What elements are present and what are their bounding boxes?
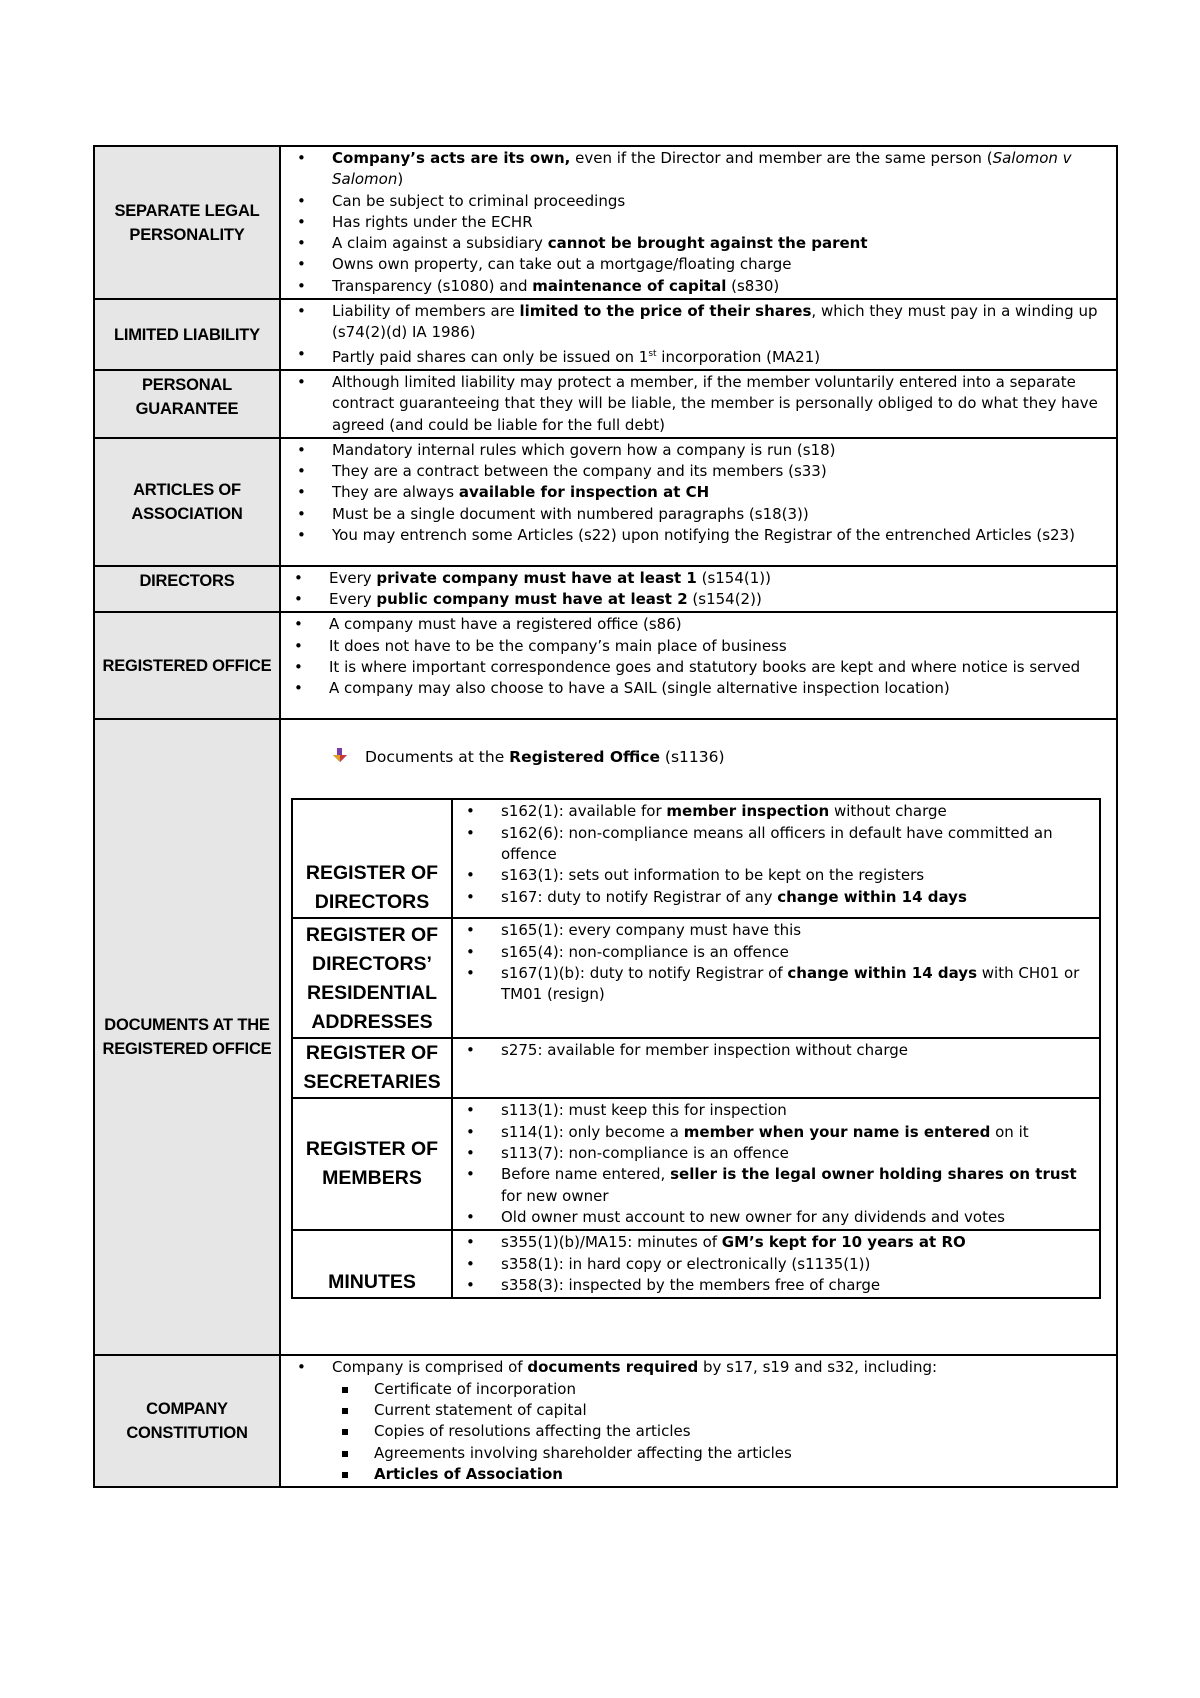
bullet-list (465, 801, 1093, 907)
list-item: • s167(1)(b): duty to notify Registrar of change within 14 days with CH01 or TM01 (resign) (501, 963, 1093, 1006)
list-item: • Must be a single document with numbered paragraphs (s18(3)) (332, 504, 1108, 525)
register-label: REGISTER OF DIRECTORS (292, 799, 452, 918)
list-item: • Mandatory internal rules which govern how a company is run (s18) (332, 440, 1108, 461)
row-label: DOCUMENTS AT THE REGISTERED OFFICE (94, 719, 280, 1355)
register-label: REGISTER OF MEMBERS (292, 1098, 452, 1230)
row-company-constitution (94, 1355, 1117, 1487)
list-item: • s358(1): in hard copy or electronically (s1135(1)) (501, 1254, 1093, 1275)
list-item: • Company is comprised of documents required by s17, s19 and s32, including: (332, 1357, 1108, 1378)
list-item: • s275: available for member inspection without charge (501, 1040, 1093, 1061)
sub-list (295, 1379, 1108, 1485)
list-item: Articles of Association (374, 1464, 1108, 1485)
list-item: • s162(1): available for member inspection without charge (501, 801, 1093, 822)
bullet-list (295, 568, 1108, 611)
bullet-list (295, 301, 1108, 368)
bullet-list (465, 1040, 1093, 1061)
list-item: • Before name entered, seller is the legal owner holding shares on trust for new owner (501, 1164, 1093, 1207)
notes-table (93, 145, 1118, 1488)
bullet-list (295, 440, 1108, 546)
list-item: • s355(1)(b)/MA15: minutes of GM’s kept for 10 years at RO (501, 1232, 1093, 1253)
register-row (292, 1038, 1100, 1098)
bullet-list (295, 1357, 1108, 1378)
list-item: • They are always available for inspection at CH (332, 482, 1108, 503)
bullet-list (465, 1100, 1093, 1228)
register-label: MINUTES (292, 1230, 452, 1298)
row-label: SEPARATE LEGAL PERSONALITY (94, 146, 280, 299)
register-row (292, 799, 1100, 918)
register-row (292, 918, 1100, 1038)
list-item: • s114(1): only become a member when your name is entered on it (501, 1122, 1093, 1143)
register-label: REGISTER OF SECRETARIES (292, 1038, 452, 1098)
registers-table (291, 798, 1101, 1299)
list-item: • You may entrench some Articles (s22) upon notifying the Registrar of the entrenched Articles (s23) (332, 525, 1108, 546)
list-item: • s162(6): non-compliance means all officers in default have committed an offence (501, 823, 1093, 866)
list-item: • Has rights under the ECHR (332, 212, 1108, 233)
row-documents-at-registered-office (94, 719, 1117, 1355)
bullet-list (295, 372, 1108, 436)
list-item: • s165(4): non-compliance is an offence (501, 942, 1093, 963)
list-item: • Transparency (s1080) and maintenance of capital (s830) (332, 276, 1108, 297)
arrow-bullet-icon (331, 748, 351, 764)
list-item: • Liability of members are limited to the price of their shares, which they must pay in a winding up (s74(2)(d) IA 1986) (332, 301, 1108, 344)
list-item: • A claim against a subsidiary cannot be brought against the parent (332, 233, 1108, 254)
row-separate-legal-personality (94, 146, 1117, 299)
list-item: • s113(7): non-compliance is an offence (501, 1143, 1093, 1164)
row-personal-guarantee (94, 370, 1117, 438)
list-item: • s167: duty to notify Registrar of any change within 14 days (501, 887, 1093, 908)
list-item: • It is where important correspondence goes and statutory books are kept and where notice is served (329, 657, 1108, 678)
list-item: • s163(1): sets out information to be kept on the registers (501, 865, 1093, 886)
row-label: ARTICLES OF ASSOCIATION (94, 438, 280, 566)
register-row (292, 1098, 1100, 1230)
bullet-list (295, 148, 1108, 297)
list-item: Certificate of incorporation (374, 1379, 1108, 1400)
register-label: REGISTER OF DIRECTORS’ RESIDENTIAL ADDRESSES (292, 918, 452, 1038)
row-limited-liability (94, 299, 1117, 370)
list-item: • s165(1): every company must have this (501, 920, 1093, 941)
row-label: PERSONAL GUARANTEE (94, 370, 280, 438)
bullet-list (295, 614, 1108, 699)
list-item: • Every public company must have at least 2 (s154(2)) (329, 589, 1108, 610)
documents-heading: Documents at the Registered Office (s1136) (281, 720, 1116, 798)
row-directors (94, 566, 1117, 613)
register-row (292, 1230, 1100, 1298)
list-item: • A company must have a registered office (s86) (329, 614, 1108, 635)
row-label: DIRECTORS (94, 566, 280, 613)
list-item: • A company may also choose to have a SAIL (single alternative inspection location) (329, 678, 1108, 699)
row-label: COMPANY CONSTITUTION (94, 1355, 280, 1487)
list-item: Copies of resolutions affecting the articles (374, 1421, 1108, 1442)
list-item: • Owns own property, can take out a mortgage/floating charge (332, 254, 1108, 275)
list-item: • s113(1): must keep this for inspection (501, 1100, 1093, 1121)
bullet-list (465, 1232, 1093, 1296)
bullet-list (465, 920, 1093, 1005)
row-articles-of-association (94, 438, 1117, 566)
list-item: • They are a contract between the company and its members (s33) (332, 461, 1108, 482)
row-label: REGISTERED OFFICE (94, 612, 280, 719)
list-item: • Every private company must have at least 1 (s154(1)) (329, 568, 1108, 589)
row-label: LIMITED LIABILITY (94, 299, 280, 370)
list-item: Agreements involving shareholder affecting the articles (374, 1443, 1108, 1464)
list-item: • Company’s acts are its own, even if the Director and member are the same person (Salomon v Salomon) (332, 148, 1108, 191)
list-item: • Old owner must account to new owner for any dividends and votes (501, 1207, 1093, 1228)
list-item: • Partly paid shares can only be issued on 1st incorporation (MA21) (332, 344, 1108, 368)
list-item: • s358(3): inspected by the members free of charge (501, 1275, 1093, 1296)
row-registered-office (94, 612, 1117, 719)
list-item: Current statement of capital (374, 1400, 1108, 1421)
list-item: • It does not have to be the company’s main place of business (329, 636, 1108, 657)
list-item: • Can be subject to criminal proceedings (332, 191, 1108, 212)
list-item: • Although limited liability may protect a member, if the member voluntarily entered into a separate contract guaranteeing that they will be liable, the member is personally obliged to do what they have agreed (and could be liable for the full debt) (332, 372, 1108, 436)
